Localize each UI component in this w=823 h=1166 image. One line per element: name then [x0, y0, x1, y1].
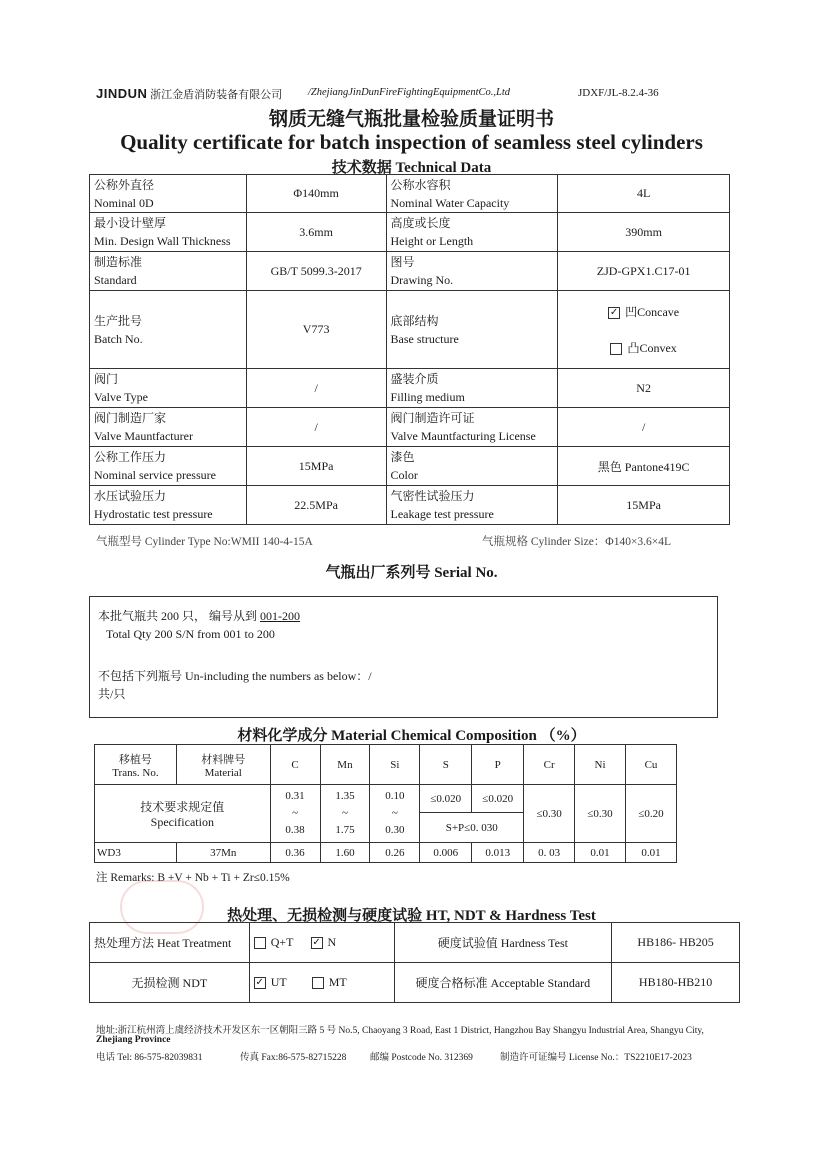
- company-logo: JINDUN: [96, 86, 148, 101]
- base-structure-options: [558, 291, 730, 369]
- heat-treatment-options: Q+T ✓ N: [249, 923, 394, 963]
- company-name-en: /ZhejiangJinDunFireFightingEquipmentCo.,Ltd: [308, 87, 511, 98]
- spec-s-plus-p: S+P≤0. 030: [420, 813, 524, 843]
- tech-label: 公称水容积 Nominal Water Capacity: [386, 175, 558, 213]
- tech-value: GB/T 5099.3-2017: [246, 252, 386, 291]
- c-value: 0.36: [270, 843, 320, 863]
- col-s: S: [420, 745, 472, 785]
- chem-data-row: [95, 843, 677, 863]
- col-cr: Cr: [524, 745, 575, 785]
- chemical-composition-table: [94, 744, 677, 863]
- ndt-label: 无损检测 NDT: [90, 963, 250, 1003]
- chem-heading: 材料化学成分 Material Chemical Composition （%）: [237, 728, 586, 744]
- tech-value: 390mm: [558, 213, 730, 252]
- company-name-cn: 浙江金盾消防装备有限公司: [150, 89, 283, 101]
- footer-tel: 电话 Tel: 86-575-82039831: [96, 1053, 203, 1063]
- col-c: C: [270, 745, 320, 785]
- cu-value: 0.01: [626, 843, 677, 863]
- ni-value: 0.01: [575, 843, 626, 863]
- tech-value: 15MPa: [558, 486, 730, 525]
- tech-value: Φ140mm: [246, 175, 386, 213]
- col-mn: Mn: [320, 745, 370, 785]
- hardness-test-label: 硬度试验值 Hardness Test: [394, 923, 612, 963]
- spec-p: ≤0.020: [472, 785, 524, 813]
- mn-value: 1.60: [320, 843, 370, 863]
- ht-ndt-table: [89, 922, 740, 1003]
- excluded-count: 共/只: [98, 687, 126, 701]
- spec-row: [95, 785, 677, 813]
- spec-si: 0.10 ~ 0.30: [370, 785, 420, 843]
- tech-label: 高度或长度 Height or Length: [386, 213, 558, 252]
- chem-header-row: [95, 745, 677, 785]
- col-si: Si: [370, 745, 420, 785]
- checkbox-qt[interactable]: [254, 937, 266, 949]
- excluded-numbers: 不包括下列瓶号 Un-including the numbers as below：/: [98, 669, 372, 683]
- serial-box: [89, 596, 718, 718]
- tech-label: 阀门制造许可证 Valve Mauntfacturing License: [386, 408, 558, 447]
- tech-label: 气密性试验压力 Leakage test pressure: [386, 486, 558, 525]
- col-trans-no: 移植号 Trans. No.: [95, 745, 177, 785]
- title-cn: 钢质无缝气瓶批量检验质量证明书: [268, 109, 554, 130]
- tech-label: 阀门制造厂家 Valve Mauntfacturer: [90, 408, 247, 447]
- tech-label: 阀门 Valve Type: [90, 369, 247, 408]
- tech-label: 制造标准 Standard: [90, 252, 247, 291]
- tech-label: 图号 Drawing No.: [386, 252, 558, 291]
- document-code: JDXF/JL-8.2.4-36: [578, 87, 659, 99]
- tech-label: 盛装介质 Filling medium: [386, 369, 558, 408]
- company-header: [96, 86, 282, 102]
- footer-address: 地址:浙江杭州湾上虞经济技术开发区东一区朝阳三路 5 号 No.5, Chaoyang 3 Road, East 1 District, Hangzhou Bay Shangyu Industrial Area, Shangyu City,: [96, 1026, 704, 1036]
- tech-row: [90, 447, 730, 486]
- col-cu: Cu: [626, 745, 677, 785]
- tech-value: /: [246, 369, 386, 408]
- tech-row: [90, 369, 730, 408]
- tech-row: [90, 486, 730, 525]
- tech-value: V773: [246, 291, 386, 369]
- acceptable-standard-value: HB180-HB210: [612, 963, 740, 1003]
- tech-value: 15MPa: [246, 447, 386, 486]
- tech-value: 4L: [558, 175, 730, 213]
- tech-row: [90, 408, 730, 447]
- title-en: Quality certificate for batch inspection of seamless steel cylinders: [120, 130, 703, 154]
- technical-data-table: [89, 174, 730, 525]
- s-value: 0.006: [420, 843, 472, 863]
- tech-label: 水压试验压力 Hydrostatic test pressure: [90, 486, 247, 525]
- spec-cu: ≤0.20: [626, 785, 677, 843]
- heat-treatment-label: 热处理方法 Heat Treatment: [90, 923, 250, 963]
- serial-line-cn: 本批气瓶共 200 只， 编号从到 001-200: [98, 609, 301, 623]
- footer-province: Zhejiang Province: [96, 1035, 171, 1045]
- material-value: 37Mn: [176, 843, 270, 863]
- footer-fax: 传真 Fax:86-575-82715228: [240, 1053, 347, 1063]
- tech-row: [90, 213, 730, 252]
- tech-label: 公称工作压力 Nominal service pressure: [90, 447, 247, 486]
- tech-row: [90, 252, 730, 291]
- tech-label: 漆色 Color: [386, 447, 558, 486]
- tech-value: ZJD-GPX1.C17-01: [558, 252, 730, 291]
- spec-cr: ≤0.30: [524, 785, 575, 843]
- checkbox-convex[interactable]: [610, 343, 622, 355]
- spec-s: ≤0.020: [420, 785, 472, 813]
- serial-range: 001-200: [260, 609, 301, 623]
- col-ni: Ni: [575, 745, 626, 785]
- ht-heading: 热处理、无损检测与硬度试验 HT, NDT & Hardness Test: [227, 908, 596, 924]
- spec-ni: ≤0.30: [575, 785, 626, 843]
- chem-remarks: 注 Remarks: B +V + Nb + Ti + Zr≤0.15%: [96, 872, 290, 884]
- option-concave: ✓ 凹Concave: [609, 304, 680, 319]
- tech-label: 底部结构 Base structure: [386, 291, 558, 369]
- tech-value: 22.5MPa: [246, 486, 386, 525]
- trans-no-value: WD3: [95, 843, 177, 863]
- heat-treatment-row: [90, 923, 740, 963]
- tech-label: 最小设计壁厚 Min. Design Wall Thickness: [90, 213, 247, 252]
- checkbox-mt[interactable]: [312, 977, 324, 989]
- p-value: 0.013: [472, 843, 524, 863]
- checkbox-n[interactable]: ✓: [312, 937, 321, 949]
- tech-value: /: [246, 408, 386, 447]
- tech-data-heading: 技术数据 Technical Data: [331, 160, 492, 176]
- tech-value: N2: [558, 369, 730, 408]
- tech-row: [90, 291, 730, 369]
- ndt-row: [90, 963, 740, 1003]
- spec-c: 0.31 ~ 0.38: [270, 785, 320, 843]
- cylinder-type-note: 气瓶型号 Cylinder Type No:WMII 140-4-15A: [96, 536, 313, 548]
- tech-value: 3.6mm: [246, 213, 386, 252]
- checkbox-ut[interactable]: ✓: [255, 977, 264, 989]
- checkbox-concave[interactable]: ✓: [609, 306, 619, 318]
- si-value: 0.26: [370, 843, 420, 863]
- tech-row: [90, 175, 730, 213]
- footer-license: 制造许可证编号 License No.：TS2210E17-2023: [500, 1053, 692, 1063]
- footer-postcode: 邮编 Postcode No. 312369: [370, 1053, 473, 1063]
- col-p: P: [472, 745, 524, 785]
- serial-heading: 气瓶出厂系列号 Serial No.: [325, 565, 498, 581]
- cylinder-size-note: 气瓶规格 Cylinder Size：Φ140×3.6×4L: [482, 536, 672, 548]
- spec-label: 技术要求规定值 Specification: [95, 785, 271, 843]
- spec-mn: 1.35 ~ 1.75: [320, 785, 370, 843]
- col-material: 材料牌号 Material: [176, 745, 270, 785]
- ndt-options: ✓ UT MT: [249, 963, 394, 1003]
- serial-line-en: Total Qty 200 S/N from 001 to 200: [106, 627, 275, 641]
- tech-label: 生产批号 Batch No.: [90, 291, 247, 369]
- hardness-test-value: HB186- HB205: [612, 923, 740, 963]
- tech-value: 黑色 Pantone419C: [558, 447, 730, 486]
- acceptable-standard-label: 硬度合格标准 Acceptable Standard: [394, 963, 612, 1003]
- option-convex: 凸Convex: [562, 330, 725, 366]
- tech-value: /: [558, 408, 730, 447]
- cr-value: 0. 03: [524, 843, 575, 863]
- tech-label: 公称外直径 Nominal 0D: [90, 175, 247, 213]
